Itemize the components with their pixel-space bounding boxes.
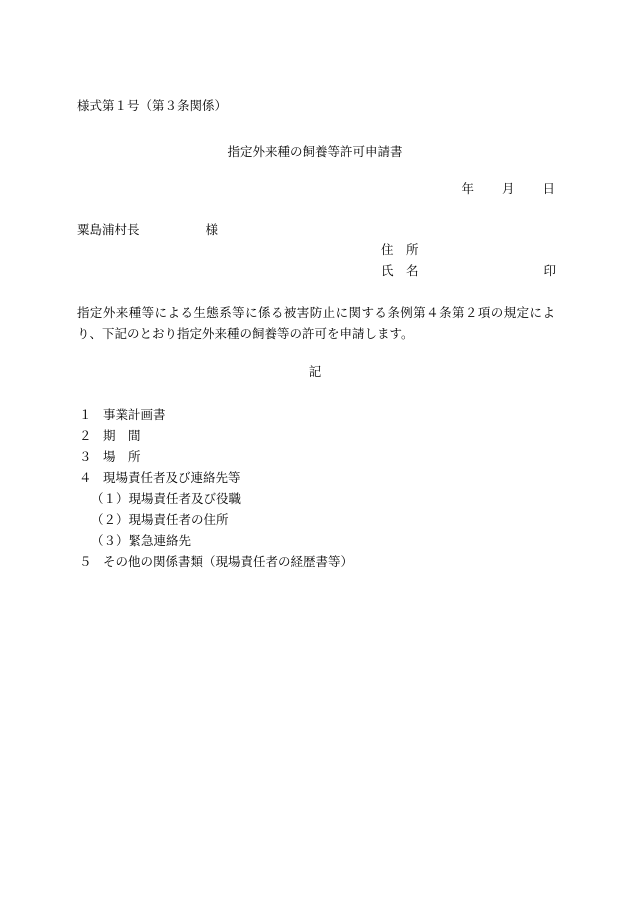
item-text: 場 所: [103, 449, 141, 464]
item-text: 現場責任者及び連絡先等: [103, 470, 241, 485]
item-number: ３: [79, 449, 92, 464]
sub-list-item: [79, 509, 353, 530]
item-list: [79, 404, 353, 572]
item-text: （２）現場責任者の住所: [91, 512, 229, 527]
document-title: 指定外来種の飼養等許可申請書: [227, 144, 403, 159]
applicant-address-label: 住 所: [381, 242, 419, 257]
list-item: [79, 551, 353, 572]
sub-list-item: [79, 488, 353, 509]
item-number: １: [79, 407, 92, 422]
item-text: （３）緊急連絡先: [91, 533, 192, 548]
addressee-name: 粟島浦村長: [77, 222, 140, 237]
application-body-text: 指定外来種等による生態系等に係る被害防止に関する条例第４条第２項の規定により、下記のとおり指定外来種の飼養等の許可を申請します。: [77, 305, 555, 341]
list-item: [79, 425, 353, 446]
item-text: 期 間: [103, 428, 141, 443]
list-item: [79, 446, 353, 467]
sub-list-item: [79, 530, 353, 551]
item-number: ４: [79, 470, 92, 485]
form-number-label: 様式第１号（第３条関係）: [77, 98, 228, 113]
applicant-name-label: 氏 名: [381, 263, 419, 278]
date-month-label: 月: [501, 181, 515, 196]
addressee-line: [77, 222, 218, 238]
item-text: 事業計画書: [103, 407, 166, 422]
date-line: [461, 181, 555, 197]
ki-heading: 記: [308, 364, 322, 379]
addressee-honorific: 様: [205, 222, 219, 237]
seal-mark: 印: [543, 263, 556, 278]
list-item: [79, 404, 353, 425]
item-text: （１）現場責任者及び役職: [91, 491, 242, 506]
item-text: その他の関係書類（現場責任者の経歴書等）: [103, 554, 354, 569]
applicant-name-line: [381, 263, 556, 279]
item-number: ２: [79, 428, 92, 443]
date-day-label: 日: [542, 181, 555, 196]
item-number: ５: [79, 554, 92, 569]
list-item: [79, 467, 353, 488]
date-year-label: 年: [461, 181, 474, 196]
